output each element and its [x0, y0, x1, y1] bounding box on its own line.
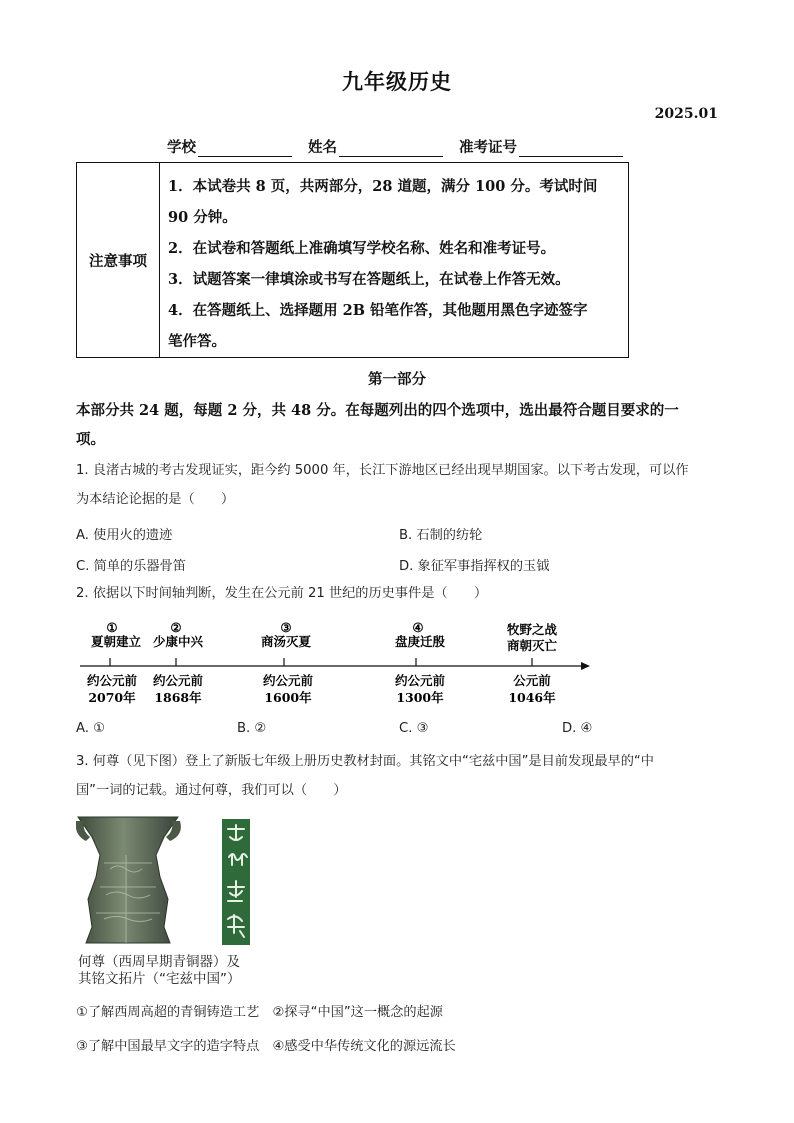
question-3-stem: [76, 747, 724, 805]
event-label: 牧野之战: [506, 622, 558, 637]
exam-id-field[interactable]: [519, 140, 623, 157]
notice-line: 90 分钟。: [168, 209, 237, 226]
date-label: 约公元前: [86, 673, 138, 688]
event-marker: ③: [280, 620, 292, 635]
notice-box: [76, 162, 629, 358]
date-label: 约公元前: [262, 673, 314, 688]
timeline-arrow-icon: [581, 662, 590, 670]
notice-line: 2．在试卷和答题纸上准确填写学校名称、姓名和准考证号。: [168, 240, 556, 257]
q1-option-c[interactable]: C. 简单的乐器骨笛: [76, 559, 186, 574]
event-label: 商朝灭亡: [506, 638, 558, 653]
date-label: 公元前: [513, 673, 551, 688]
exam-date: 2025.01: [654, 106, 718, 122]
q1-line: 1. 良渚古城的考古发现证实，距今约 5000 年，长江下游地区已经出现早期国家。以下考古发现，可以作: [76, 463, 689, 478]
exam-title: 九年级历史: [342, 69, 452, 94]
q2-option-c[interactable]: C. ③: [399, 721, 429, 736]
name-label: 姓名: [308, 139, 337, 156]
caption-line: 何尊（西周早期青铜器）及: [78, 954, 240, 970]
date-label: 1868年: [154, 690, 202, 705]
inscription-rubbing-image: [222, 819, 250, 945]
q1-line: 为本结论论据的是（ ）: [76, 492, 235, 507]
event-label: 夏朝建立: [90, 634, 142, 649]
q1-option-d[interactable]: D. 象征军事指挥权的玉钺: [399, 559, 550, 574]
event-marker: ①: [106, 620, 118, 635]
q3-statements: [76, 996, 724, 1064]
section-intro: [76, 396, 720, 454]
q2-option-a[interactable]: A. ①: [76, 721, 105, 736]
notice-line: 笔作答。: [168, 333, 226, 350]
intro-line: 项。: [76, 431, 105, 448]
date-label: 约公元前: [152, 673, 204, 688]
notice-body: [160, 163, 628, 357]
date-label: 1600年: [264, 690, 312, 705]
student-info-fields: [167, 136, 623, 157]
notice-line: 4．在答题纸上、选择题用 2B 铅笔作答，其他题用黑色字迹签字: [168, 302, 588, 319]
q2-option-d[interactable]: D. ④: [562, 721, 593, 736]
q1-option-a[interactable]: A. 使用火的遗迹: [76, 528, 173, 543]
notice-heading: 注意事项: [77, 163, 160, 357]
event-marker: ②: [170, 620, 182, 635]
section-title: 第一部分: [368, 371, 426, 388]
school-field[interactable]: [198, 140, 292, 157]
date-label: 1046年: [508, 690, 556, 705]
caption-line: 其铭文拓片（“宅兹中国”）: [78, 971, 241, 987]
notice-line: 1．本试卷共 8 页，共两部分，28 道题，满分 100 分。考试时间: [168, 178, 598, 195]
q3-line: 国”一词的记载。通过何尊，我们可以（ ）: [76, 783, 347, 798]
q3-line: 3. 何尊（见下图）登上了新版七年级上册历史教材封面。其铭文中“宅兹中国”是目前发现最早的“中: [76, 754, 654, 769]
school-label: 学校: [167, 139, 196, 156]
exam-id-label: 准考证号: [459, 139, 517, 156]
name-field[interactable]: [339, 140, 443, 157]
event-label: 盘庚迁殷: [394, 634, 446, 649]
date-label: 1300年: [396, 690, 444, 705]
question-2-stem: 2. 依据以下时间轴判断，发生在公元前 21 世纪的历史事件是（ ）: [76, 586, 488, 601]
event-marker: ④: [412, 620, 424, 635]
statement-line: ①了解西周高超的青铜铸造工艺 ②探寻“中国”这一概念的起源: [76, 1005, 443, 1020]
question-1-stem: [76, 456, 724, 514]
he-zun-figure: [76, 815, 256, 951]
bronze-vessel-image: [76, 817, 181, 943]
notice-line: 3．试题答案一律填涂或书写在答题纸上，在试卷上作答无效。: [168, 271, 570, 288]
date-label: 约公元前: [394, 673, 446, 688]
figure-caption: [78, 954, 278, 988]
q2-option-b[interactable]: B. ②: [237, 721, 267, 736]
q1-option-b[interactable]: B. 石制的纺轮: [399, 528, 483, 543]
timeline-diagram: [76, 612, 596, 712]
event-label: 少康中兴: [152, 634, 204, 649]
statement-line: ③了解中国最早文字的造字特点 ④感受中华传统文化的源远流长: [76, 1039, 456, 1054]
event-label: 商汤灭夏: [260, 634, 312, 649]
intro-line: 本部分共 24 题，每题 2 分，共 48 分。在每题列出的四个选项中，选出最符合题目要求的一: [76, 402, 679, 419]
date-label: 2070年: [88, 690, 136, 705]
